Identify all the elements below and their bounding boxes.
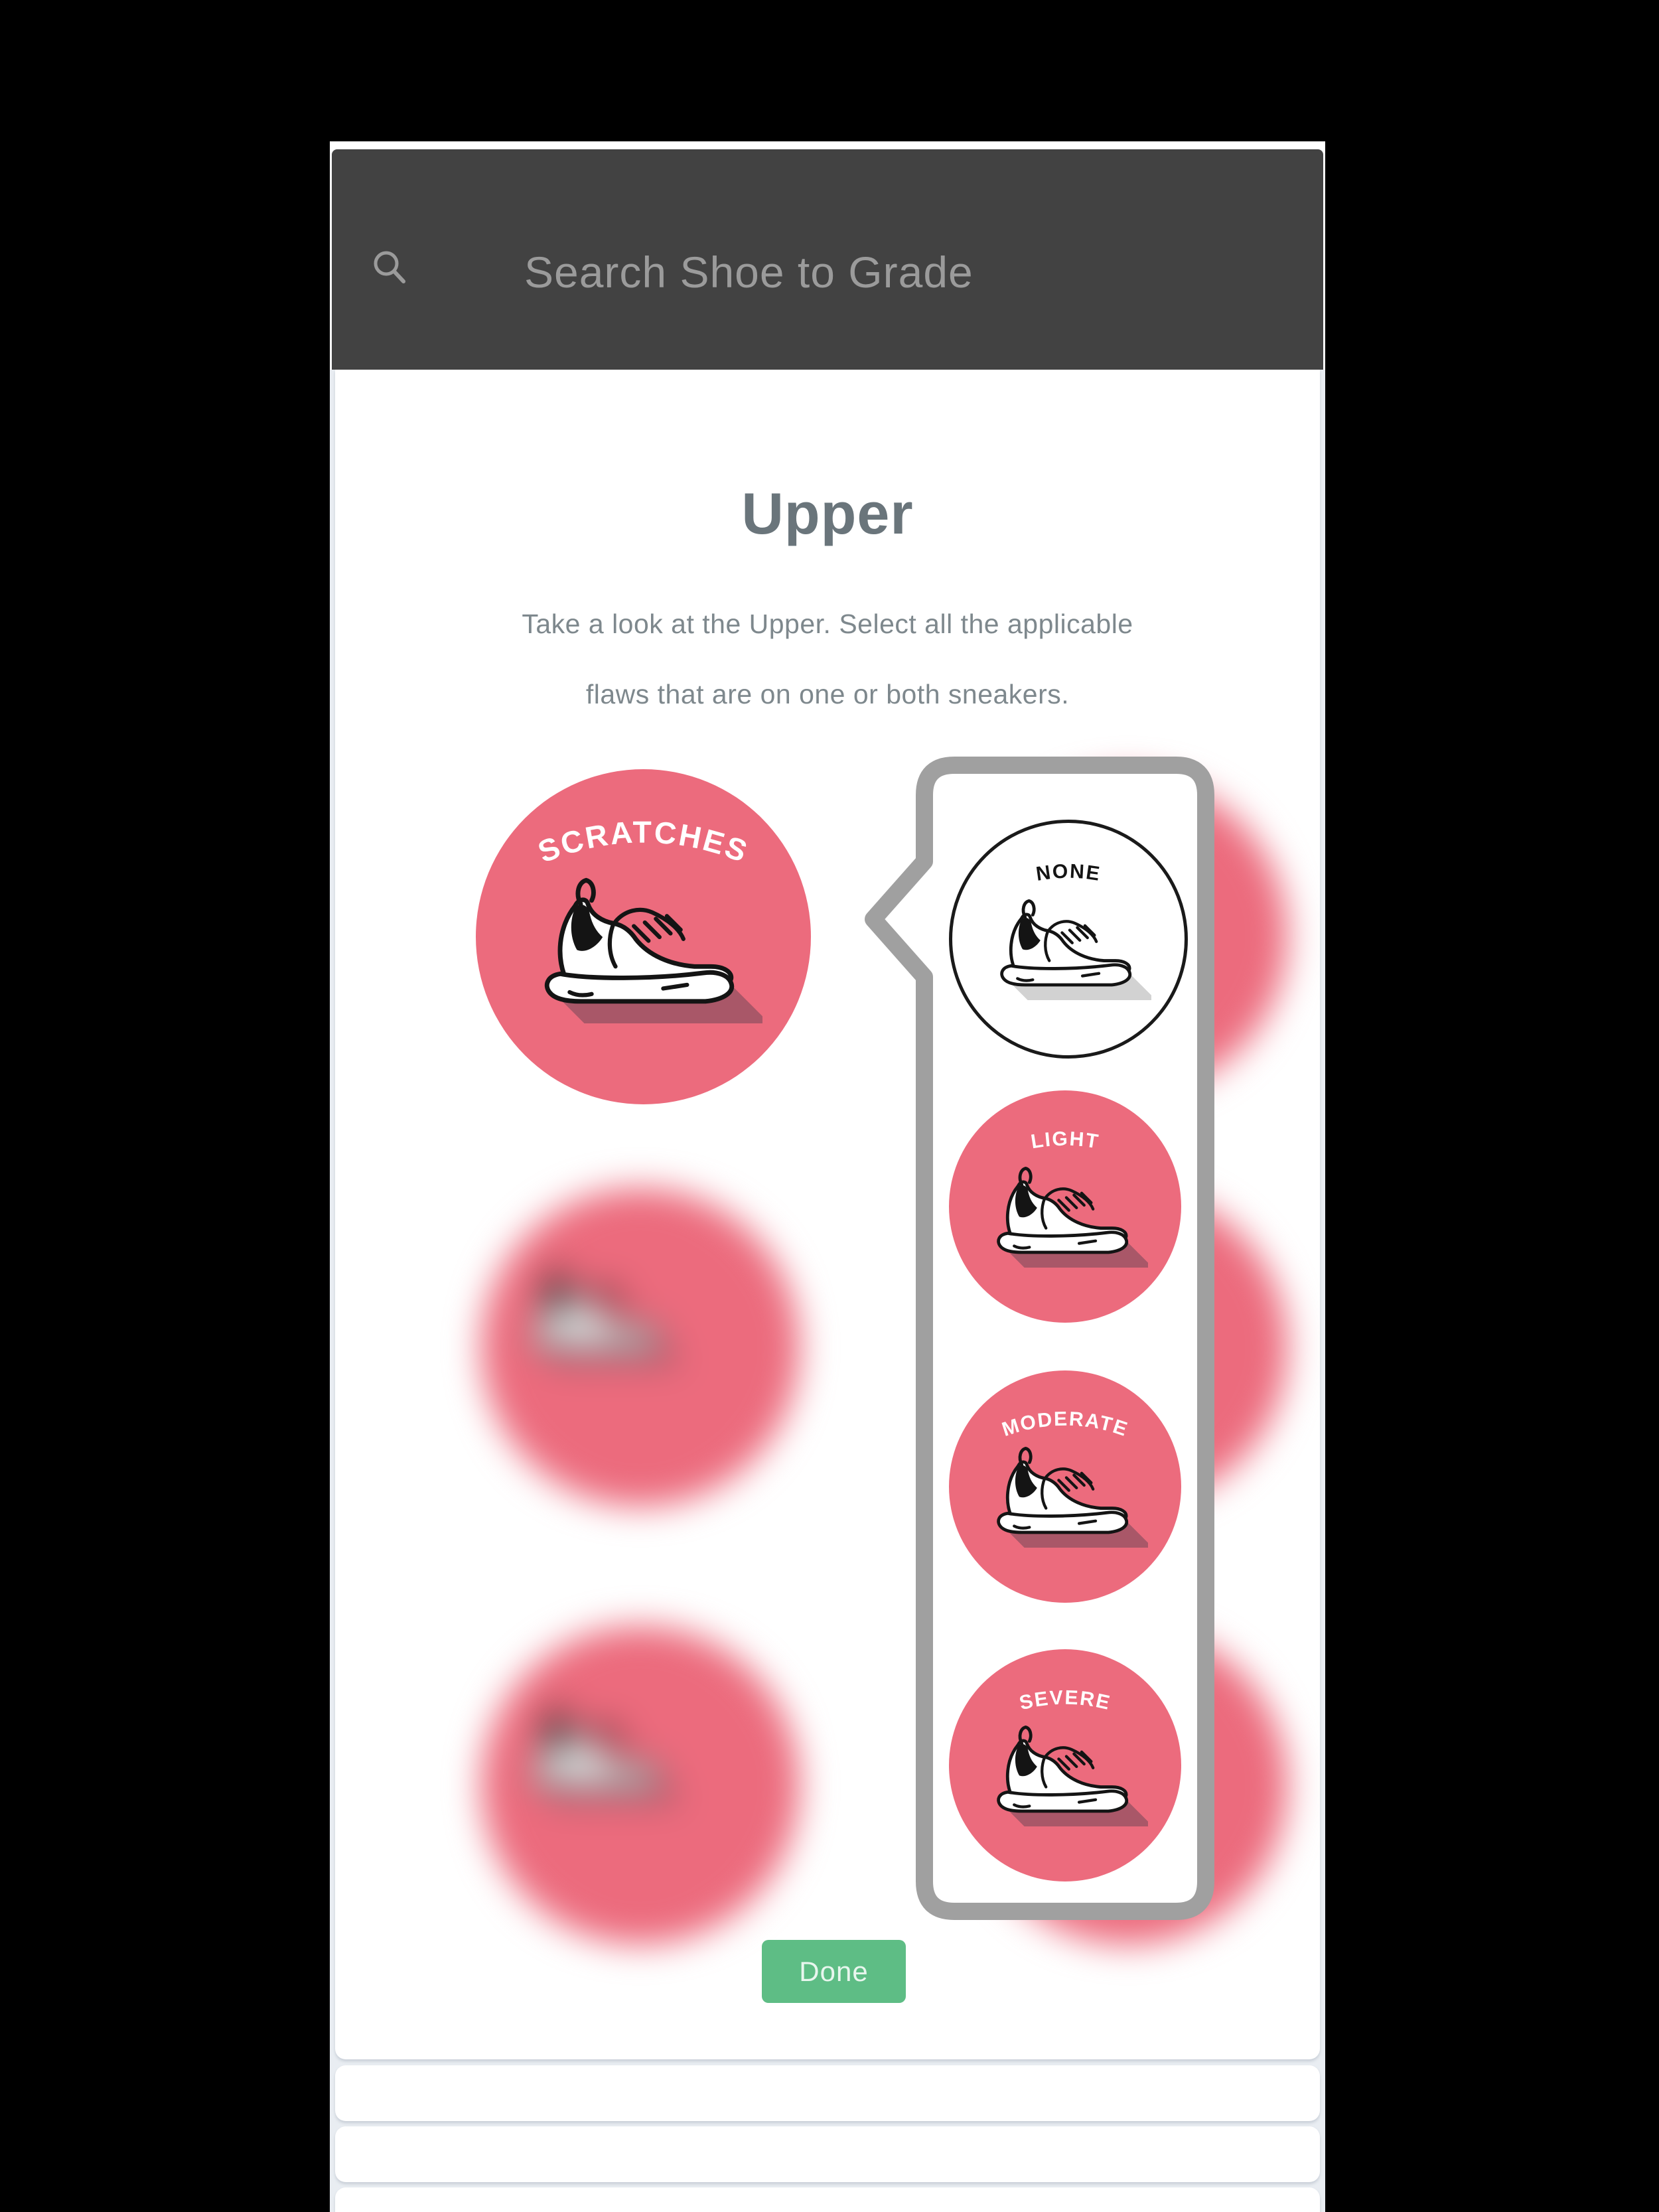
severity-option-severe[interactable] [949, 1649, 1181, 1881]
blurred-flaw-badge[interactable] [481, 1626, 800, 1945]
description-line-1: Take a look at the Upper. Select all the applicable [522, 609, 1133, 639]
severity-option-label: NONE [1035, 860, 1102, 885]
search-icon[interactable] [370, 248, 410, 287]
svg-text:SEVERE [1017, 1687, 1113, 1715]
app-window [330, 141, 1325, 2212]
blurred-flaw-badge[interactable] [481, 1188, 800, 1507]
severity-option-label: SEVERE [1017, 1686, 1113, 1715]
svg-text:NONE [1035, 861, 1102, 885]
search-header [332, 149, 1323, 370]
collapsed-section-card[interactable] [335, 2187, 1320, 2212]
search-input[interactable] [523, 238, 1256, 306]
section-description [409, 589, 1246, 729]
description-line-2: flaws that are on one or both sneakers. [585, 679, 1070, 709]
severity-option-label: LIGHT [1029, 1128, 1101, 1153]
svg-text:MODERATE [999, 1408, 1131, 1441]
svg-text:SCRATCHES [534, 815, 754, 869]
severity-option-light[interactable] [949, 1090, 1181, 1323]
svg-text:LIGHT [1029, 1128, 1101, 1153]
flaw-badge-scratches[interactable] [476, 769, 811, 1104]
severity-option-none[interactable] [949, 820, 1188, 1059]
section-title: Upper [741, 480, 914, 546]
content-area [330, 370, 1325, 2212]
done-button[interactable]: Done [762, 1940, 906, 2003]
severity-option-label: MODERATE [999, 1408, 1131, 1441]
severity-option-moderate[interactable] [949, 1370, 1181, 1603]
collapsed-section-card[interactable] [335, 2126, 1320, 2182]
collapsed-section-card[interactable] [335, 2065, 1320, 2121]
grading-card [335, 370, 1320, 2059]
flaw-badge-label: SCRATCHES [533, 814, 754, 869]
